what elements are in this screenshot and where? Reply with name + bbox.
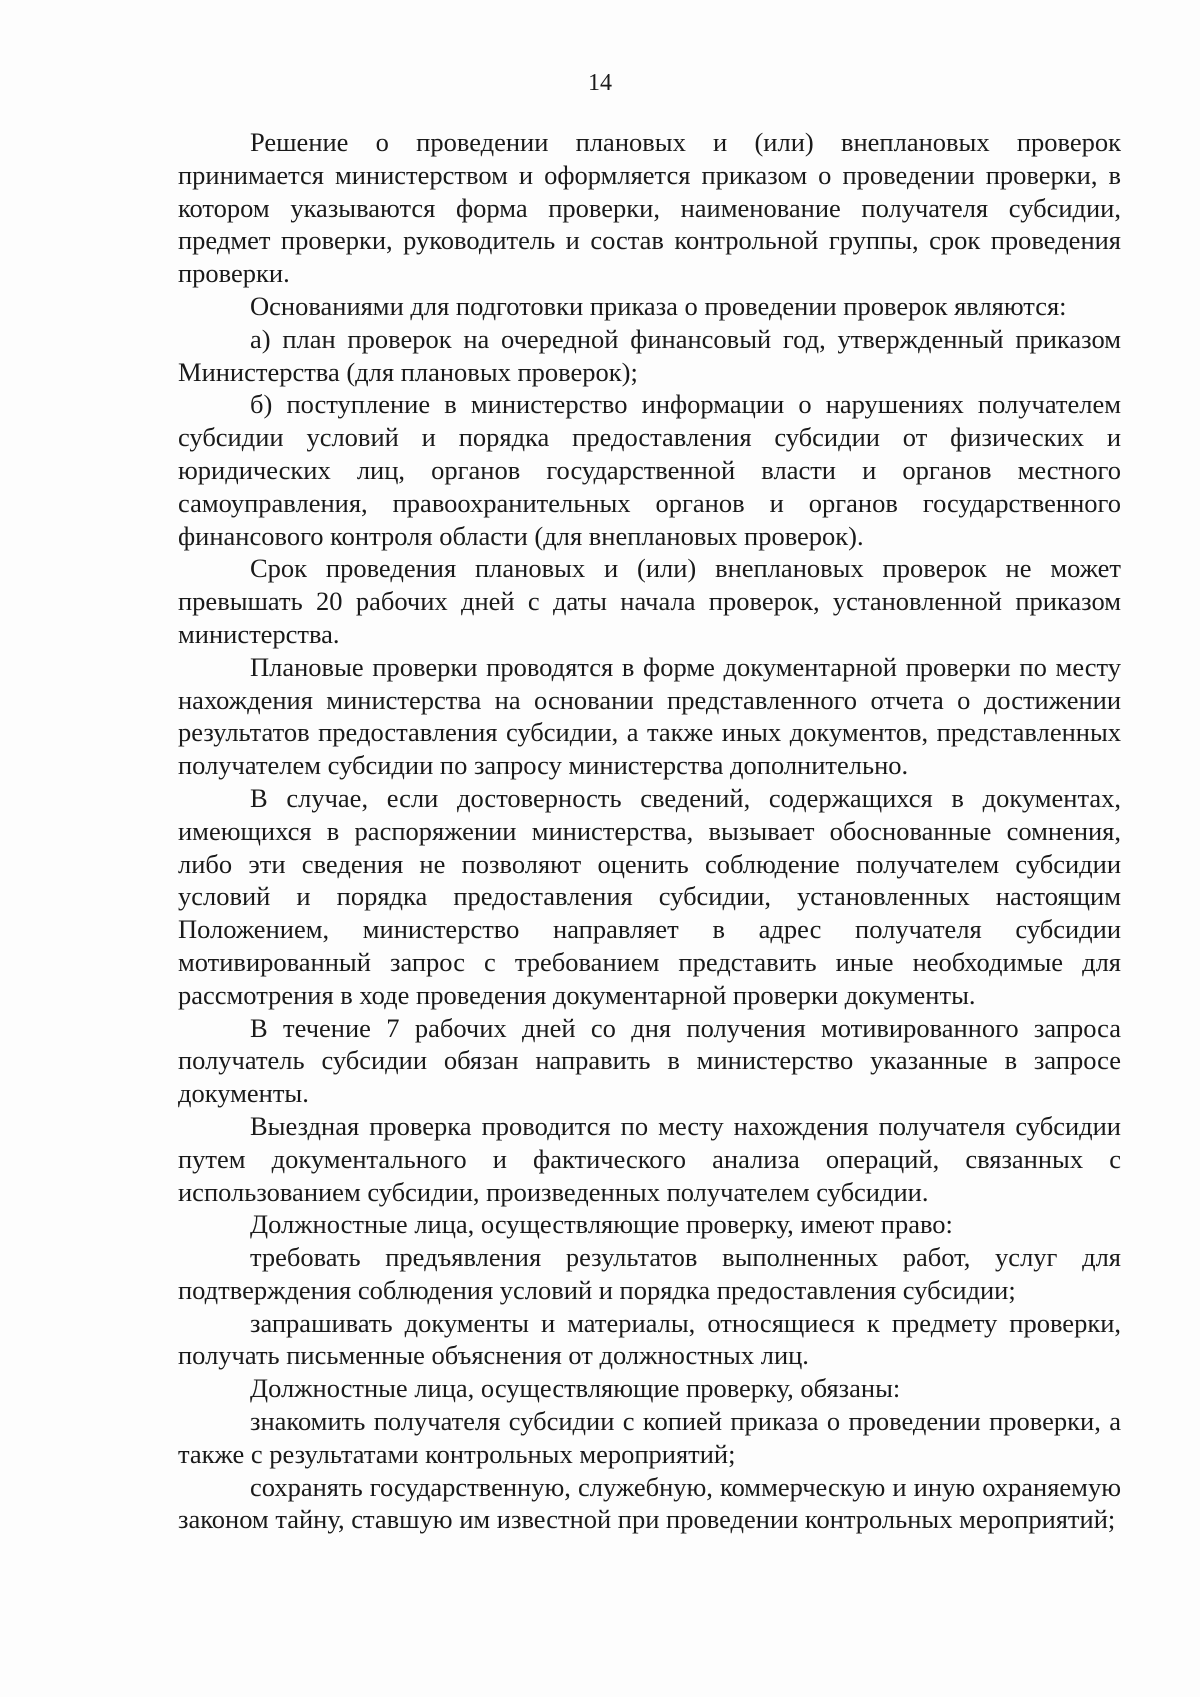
paragraph-grounds-intro: Основаниями для подготовки приказа о проведении проверок являются: <box>250 290 1067 321</box>
paragraph-inspection-term: Срок проведения плановых и (или) внеплановых проверок не может превышать 20 рабочих дней с даты начала проверок, установленной приказом министерства. <box>178 553 1121 649</box>
document-body <box>178 126 1121 1536</box>
paragraph-rights-intro: Должностные лица, осуществляющие проверку, имеют право: <box>250 1209 953 1240</box>
paragraph-field-inspection: Выездная проверка проводится по месту нахождения получателя субсидии путем документального и фактического анализа операций, связанных с использованием субсидии, произведенных получателем субсидии. <box>178 1110 1121 1207</box>
paragraph-response-term: В течение 7 рабочих дней со дня получения мотивированного запроса получатель субсидии обязан направить в министерство указанные в запросе документы. <box>178 1012 1121 1109</box>
paragraph-planned-inspections: Плановые проверки проводятся в форме документарной проверки по месту нахождения министерства на основании представленного отчета о достижении результатов предоставления субсидии, а также иных документов, представленных получателем субсидии по запросу министерства дополнительно. <box>178 651 1121 781</box>
paragraph-ground-a: а) план проверок на очередной финансовый год, утвержденный приказом Министерства (для плановых проверок); <box>178 323 1121 387</box>
paragraph-duty-inform: знакомить получателя субсидии с копией приказа о проведении проверки, а также с результатами контрольных мероприятий; <box>178 1406 1121 1469</box>
paragraph-ground-b: б) поступление в министерство информации о нарушениях получателем субсидии условий и порядка предоставления субсидии от физических и юридических лиц, органов государственной власти и органов местного самоуправления, правоохранительных органов и органов государственного финансового контроля области (для внеплановых проверок). <box>178 389 1121 551</box>
paragraph-right-request-documents: запрашивать документы и материалы, относящиеся к предмету проверки, получать письменные объяснения от должностных лиц. <box>178 1307 1121 1371</box>
paragraph-duties-intro: Должностные лица, осуществляющие проверку, обязаны: <box>250 1373 901 1404</box>
paragraph-inspection-decision: Решение о проведении плановых и (или) внеплановых проверок принимается министерством и оформляется приказом о проведении проверки, в котором указываются форма проверки, наименование получателя субсидии, предмет проверки, руководитель и состав контрольной группы, срок проведения проверки. <box>178 127 1121 289</box>
page-number: 14 <box>588 70 612 96</box>
paragraph-duty-confidentiality: сохранять государственную, служебную, коммерческую и иную охраняемую законом тайну, ставшую им известной при проведении контрольных мероприятий; <box>178 1471 1121 1535</box>
paragraph-doubtful-information: В случае, если достоверность сведений, содержащихся в документах, имеющихся в распоряжении министерства, вызывает обоснованные сомнения, либо эти сведения не позволяют оценить соблюдение получателем субсидии условий и порядка предоставления субсидии, установленных настоящим Положением, министерство направляет в адрес получателя субсидии мотивированный запрос с требованием представить иные необходимые для рассмотрения в ходе проведения документарной проверки документы. <box>178 782 1121 1010</box>
paragraph-right-demand-results: требовать предъявления результатов выполненных работ, услуг для подтверждения соблюдения условий и порядка предоставления субсидии; <box>178 1242 1121 1305</box>
